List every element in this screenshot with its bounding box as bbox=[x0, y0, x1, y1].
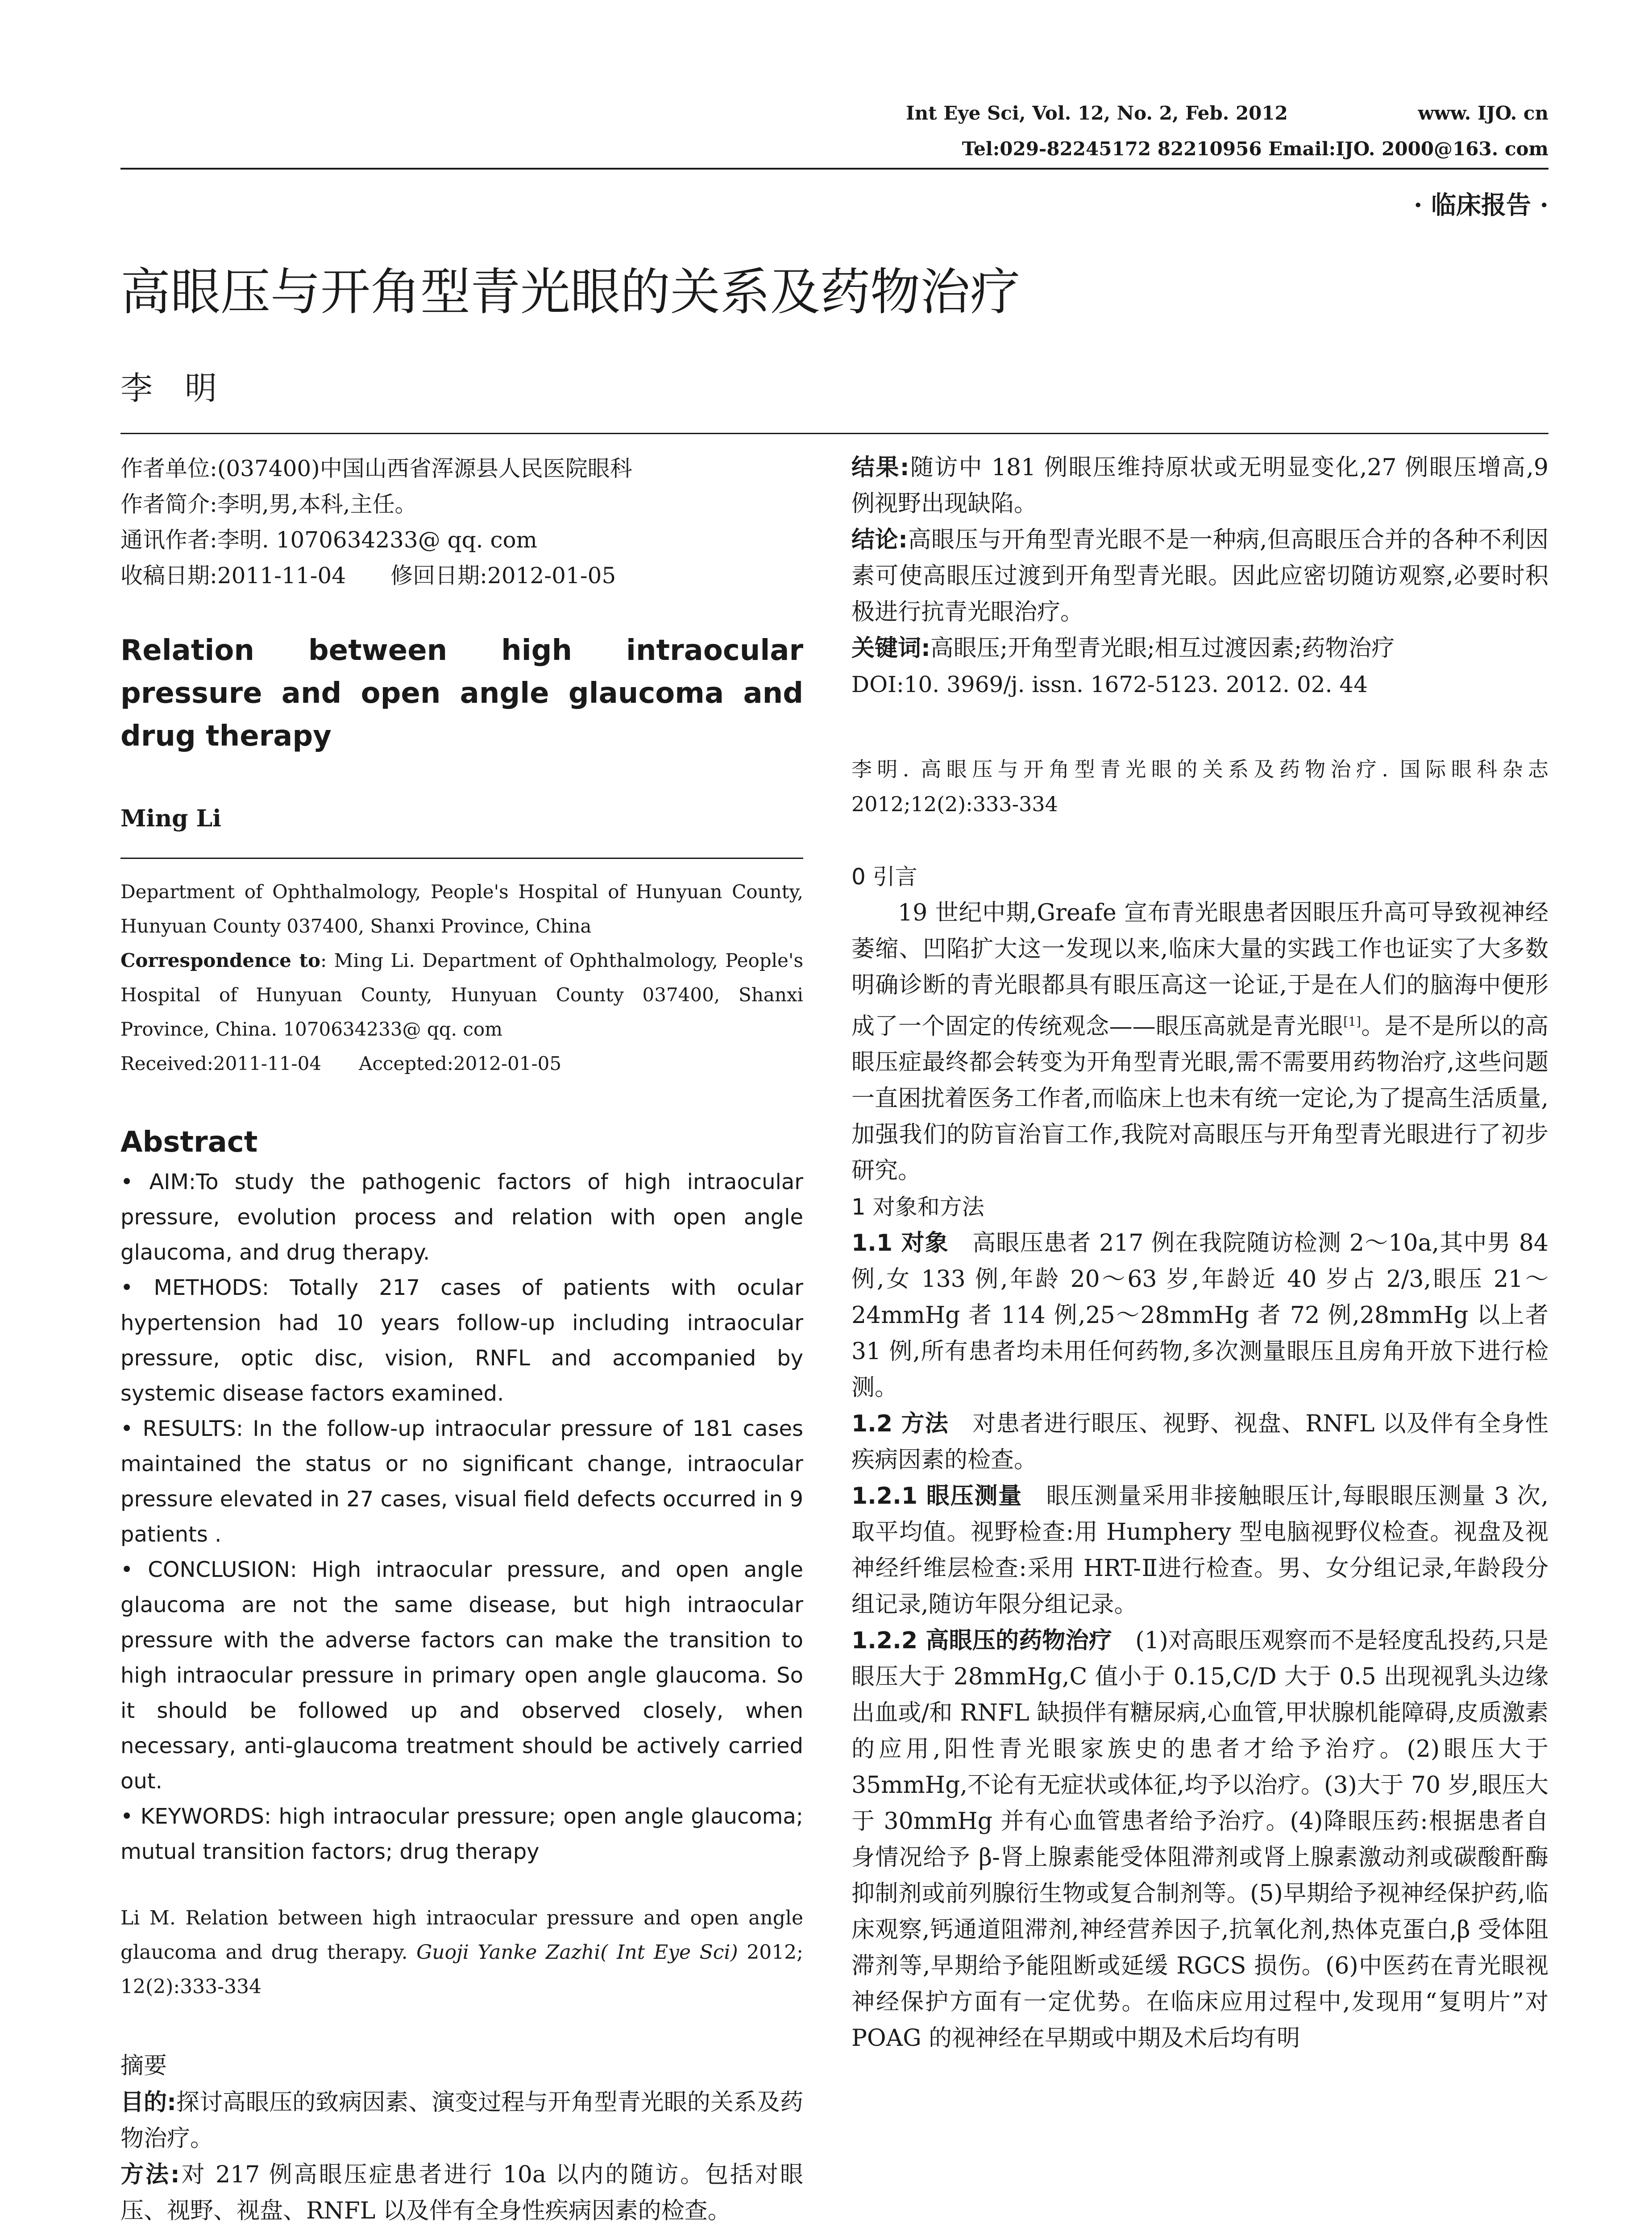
intro-text: 19 世纪中期,Greafe 宣布青光眼患者因眼压升高可导致视神经萎缩、凹陷扩大这一发现以来,临床大量的实践工作也证实了大多数明确诊断的青光眼都具有眼压高这一论证,于是在人们的脑海中便形成了一个固定的传统观念——眼压高就是青光眼 bbox=[851, 900, 1548, 1040]
author-en: Ming Li bbox=[120, 805, 221, 832]
citation-en bbox=[120, 1901, 803, 2004]
affiliation-en bbox=[120, 875, 803, 1081]
citation-cn: 李明. 高眼压与开角型青光眼的关系及药物治疗. 国际眼科杂志 2012;12(2):333-334 bbox=[851, 757, 1548, 816]
aim-label: 目的: bbox=[120, 2089, 176, 2116]
citation-part: 2012; 12(2):333-334 bbox=[120, 1941, 804, 1998]
method-text: 对 217 例高眼压症患者进行 10a 以内的随访。包括对眼压、视野、视盘、RNFL 以及伴有全身性疾病因素的检查。 bbox=[120, 2161, 804, 2224]
abstract-cn-left bbox=[120, 2085, 803, 2229]
journal-citation: Int Eye Sci, Vol. 12, No. 2, Feb. 2012 bbox=[906, 102, 1288, 124]
intro-heading: 0 引言 bbox=[851, 864, 917, 890]
abstract-conclusion: • CONCLUSION: High intraocular pressure, and open angle glaucoma are not the same disease, but high intraocular pressure with the adverse factors can make the transition to high intraocular pressure in primary open angle glaucoma. So it should be followed up and observed closely, when necessary, anti-glaucoma treatment should be actively carried out. bbox=[120, 1557, 803, 1794]
abstract-cn-conclusion bbox=[851, 522, 1548, 630]
abstract-results: • RESULTS: In the follow-up intraocular pressure of 181 cases maintained the status or no significant change, intraocular pressure elevated in 27 cases, visual field defects occurred in 9 patients . bbox=[120, 1416, 803, 1547]
aim-text: 探讨高眼压的致病因素、演变过程与开角型青光眼的关系及药物治疗。 bbox=[120, 2089, 803, 2152]
affiliation-rule bbox=[120, 858, 803, 859]
intro-paragraph bbox=[851, 895, 1548, 1189]
meta-line: 作者单位:(037400)中国山西省浑源县人民医院眼科 bbox=[120, 456, 632, 481]
page-title: 高眼压与开角型青光眼的关系及药物治疗 bbox=[120, 263, 1020, 321]
section-1-1 bbox=[851, 1225, 1548, 1406]
result-text: 随访中 181 例眼压维持原状或无明显变化,27 例眼压增高,9 例视野出现缺陷。 bbox=[851, 454, 1549, 517]
section-1-2-1-label: 1.2.1 眼压测量 bbox=[851, 1483, 1022, 1510]
author-meta bbox=[120, 451, 803, 593]
abstract-methods: • METHODS: Totally 217 cases of patients with ocular hypertension had 10 years follow-up including intraocular pressure, optic disc, vision, RNFL and accompanied by systemic disease factors examined. bbox=[120, 1275, 803, 1406]
header-rule bbox=[120, 168, 1548, 170]
intro-text-continued: 。是不是所以的高眼压症最终都会转变为开角型青光眼,需不需要用药物治疗,这些问题一直困扰着医务工作者,而临床上也未有统一定论,为了提高生活质量,加强我们的防盲治盲工作,我院对高眼压与开角型青光眼进行了初步研究。 bbox=[851, 1013, 1548, 1185]
citation-journal: Guoji Yanke Zazhi( Int Eye Sci) bbox=[416, 1941, 738, 1964]
conclusion-label: 结论: bbox=[851, 527, 908, 553]
section1-heading: 1 对象和方法 bbox=[851, 1194, 984, 1220]
meta-line: 收稿日期:2011-11-04 修回日期:2012-01-05 bbox=[120, 563, 616, 589]
main-body bbox=[851, 859, 1548, 2057]
section-1-2-text: 对患者进行眼压、视野、视盘、RNFL 以及伴有全身性疾病因素的检查。 bbox=[851, 1410, 1548, 1474]
abstract-en bbox=[120, 1165, 803, 1870]
meta-line: 作者简介:李明,男,本科,主任。 bbox=[120, 491, 417, 517]
doi: DOI:10. 3969/j. issn. 1672-5123. 2012. 02. 44 bbox=[851, 672, 1368, 697]
intro-reference: [1] bbox=[1343, 1014, 1361, 1029]
correspondence-label: Correspondence to bbox=[120, 950, 320, 971]
author-cn: 李 明 bbox=[120, 369, 217, 407]
journal-website: www. IJO. cn bbox=[1418, 102, 1548, 124]
abstract-cn-result bbox=[851, 450, 1548, 522]
title-rule bbox=[120, 433, 1548, 434]
abstract-cn-keywords bbox=[851, 630, 1548, 667]
title-en: Relation between high intraocular pressure and open angle glaucoma and drug therapy bbox=[120, 634, 803, 753]
section-1-2-1-text: 眼压测量采用非接触眼压计,每眼眼压测量 3 次,取平均值。视野检查:用 Humphery 型电脑视野仪检查。视盘及视神经纤维层检查:采用 HRT-Ⅱ进行检查。男、女分组记录,年龄段分组记录,随访年限分组记录。 bbox=[851, 1483, 1548, 1618]
meta-line: 通讯作者:李明. 1070634233@ qq. com bbox=[120, 527, 537, 553]
section-1-2-1 bbox=[851, 1478, 1548, 1623]
section-1-2-2-text: (1)对高眼压观察而不是轻度乱投药,只是眼压大于 28mmHg,C 值小于 0.15,C/D 大于 0.5 出现视乳头边缘出血或/和 RNFL 缺损伴有糖尿病,心血管,甲状腺机能障碍,皮质激素的应用,阳性青光眼家族史的患者才给予治疗。(2)眼压大于 35mmHg,不论有无症状或体征,均予以治疗。(3)大于 70 岁,眼压大于 30mmHg 并有心血管患者给予治疗。(4)降眼压药:根据患者自身情况给予 β-肾上腺素能受体阻滞剂或肾上腺素激动剂或碳酸酐酶抑制剂或前列腺衍生物或复合制剂等。(5)早期给予视神经保护药,临床观察,钙通道阻滞剂,神经营养因子,抗氧化剂,热体克蛋白,β 受体阻滞剂等,早期给予能阻断或延缓 RGCS 损伤。(6)中医药在青光眼视神经保护方面有一定优势。在临床应用过程中,发现用“复明片”对 POAG 的视神经在早期或中期及术后均有明 bbox=[851, 1627, 1548, 2052]
abstract-keywords: • KEYWORDS: high intraocular pressure; open angle glaucoma; mutual transition factors; drug therapy bbox=[120, 1804, 803, 1864]
section-1-2-label: 1.2 方法 bbox=[851, 1410, 949, 1438]
affiliation-dept: Department of Ophthalmology, People's Hospital of Hunyuan County, Hunyuan County 037400, Shanxi Province, China bbox=[120, 881, 803, 937]
method-label: 方法: bbox=[120, 2161, 180, 2188]
correspondence bbox=[120, 943, 803, 1046]
section-1-1-label: 1.1 对象 bbox=[851, 1230, 949, 1257]
keywords-text: 高眼压;开角型青光眼;相互过渡因素;药物治疗 bbox=[930, 635, 1395, 662]
conclusion-text: 高眼压与开角型青光眼不是一种病,但高眼压合并的各种不利因素可使高眼压过渡到开角型青光眼。因此应密切随访观察,必要时积极进行抗青光眼治疗。 bbox=[851, 527, 1549, 626]
section-1-2-2 bbox=[851, 1623, 1548, 2057]
abstract-cn-right bbox=[851, 450, 1548, 702]
abstract-cn-method bbox=[120, 2157, 803, 2229]
section-label: · 临床报告 · bbox=[1414, 191, 1548, 220]
result-label: 结果: bbox=[851, 454, 909, 481]
section-1-2-2-label: 1.2.2 高眼压的药物治疗 bbox=[851, 1627, 1112, 1655]
section-1-2 bbox=[851, 1406, 1548, 1478]
section-1-1-text: 高眼压患者 217 例在我院随访检测 2～10a,其中男 84 例,女 133 例,年龄 20～63 岁,年龄近 40 岁占 2/3,眼压 21～24mmHg 者 114 例,25～28mmHg 者 72 例,28mmHg 以上者 31 例,所有患者均未用任何药物,多次测量眼压且房角开放下进行检测。 bbox=[851, 1230, 1548, 1402]
abstract-cn-aim bbox=[120, 2085, 803, 2157]
abstract-heading: Abstract bbox=[120, 1126, 258, 1159]
keywords-label: 关键词: bbox=[851, 635, 930, 662]
citation-part: Li M. Relation between high intraocular pressure and open angle glaucoma and drug therapy. bbox=[120, 1907, 803, 1964]
journal-contact: Tel:029-82245172 82210956 Email:IJO. 2000@163. com bbox=[962, 138, 1548, 160]
abstract-aim: • AIM:To study the pathogenic factors of high intraocular pressure, evolution process and relation with open angle glaucoma, and drug therapy. bbox=[120, 1169, 803, 1265]
received-accepted: Received:2011-11-04 Accepted:2012-01-05 bbox=[120, 1053, 562, 1074]
abstract-cn-heading: 摘要 bbox=[120, 2053, 167, 2079]
correspondence-text: : Ming Li. Department of Ophthalmology, People's Hospital of Hunyuan County, Hunyuan County 037400, Shanxi Province, China. 1070634233@ qq. com bbox=[120, 950, 804, 1040]
